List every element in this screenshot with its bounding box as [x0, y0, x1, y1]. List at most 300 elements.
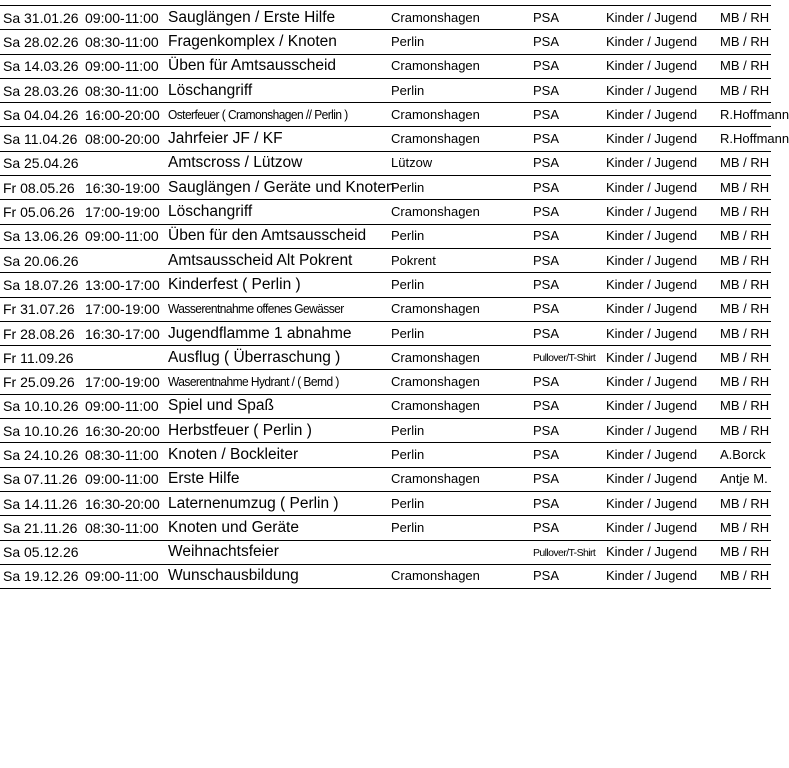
group-cell [606, 321, 720, 345]
table-row [0, 467, 771, 491]
place-cell [391, 564, 533, 588]
dress-cell-text: PSA [533, 106, 560, 122]
time-cell [85, 467, 168, 491]
leader-cell [720, 176, 771, 200]
date-cell-text: Sa 28.02.26 [3, 33, 79, 50]
table-row [0, 516, 771, 540]
place-cell [391, 273, 533, 297]
group-cell-text: Kinder / Jugend [606, 82, 698, 98]
time-cell [85, 151, 168, 175]
date-cell-text: Sa 14.03.26 [3, 58, 79, 75]
table-row [0, 273, 771, 297]
dress-cell-text: PSA [533, 179, 560, 195]
leader-cell [720, 30, 771, 54]
time-cell-text: 16:30-19:00 [85, 179, 160, 196]
title-cell-text: Weihnachtsfeier [168, 543, 279, 561]
place-cell [391, 200, 533, 224]
dress-cell [533, 516, 606, 540]
place-cell [391, 346, 533, 370]
dress-cell-text: PSA [533, 204, 560, 220]
date-cell [0, 321, 85, 345]
dress-cell [533, 224, 606, 248]
title-cell-text: Üben für Amtsausscheid [168, 57, 337, 75]
leader-cell [720, 321, 771, 345]
group-cell [606, 273, 720, 297]
table-row [0, 370, 771, 394]
leader-cell-text: MB / RH [720, 276, 770, 292]
table-row [0, 564, 771, 588]
table-row [0, 176, 771, 200]
title-cell [168, 346, 391, 370]
place-cell [391, 224, 533, 248]
place-cell-text: Cramonshagen [391, 398, 480, 414]
group-cell-text: Kinder / Jugend [606, 228, 698, 244]
place-cell [391, 297, 533, 321]
title-cell [168, 151, 391, 175]
leader-cell-text: A.Borck [720, 446, 766, 462]
title-cell [168, 54, 391, 78]
place-cell [391, 394, 533, 418]
time-cell-text: 17:00-19:00 [85, 374, 160, 391]
time-cell [85, 346, 168, 370]
title-cell [168, 6, 391, 30]
dress-cell-text: Pullover/T-Shirt [533, 352, 596, 365]
group-cell [606, 516, 720, 540]
title-cell [168, 540, 391, 564]
time-cell [85, 54, 168, 78]
leader-cell-text: MB / RH [720, 495, 770, 511]
group-cell [606, 370, 720, 394]
table-row [0, 103, 771, 127]
time-cell [85, 321, 168, 345]
time-cell [85, 103, 168, 127]
group-cell-text: Kinder / Jugend [606, 106, 698, 122]
place-cell-text: Cramonshagen [391, 106, 480, 122]
title-cell-text: Knoten und Geräte [168, 518, 299, 536]
time-cell [85, 273, 168, 297]
dress-cell [533, 394, 606, 418]
group-cell-text: Kinder / Jugend [606, 422, 698, 438]
title-cell-text: Osterfeuer ( Cramonshagen // Perlin ) [168, 106, 348, 122]
time-cell [85, 78, 168, 102]
leader-cell [720, 224, 771, 248]
leader-cell [720, 54, 771, 78]
dress-cell-text: PSA [533, 252, 560, 268]
time-cell-text: 09:00-11:00 [85, 9, 159, 26]
title-cell-text: Erste Hilfe [168, 470, 240, 488]
table-row [0, 54, 771, 78]
title-cell-text: Knoten / Bockleiter [168, 445, 299, 463]
leader-cell [720, 443, 771, 467]
date-cell-text: Fr 05.06.26 [3, 204, 75, 221]
time-cell [85, 224, 168, 248]
dress-cell [533, 151, 606, 175]
place-cell-text: Cramonshagen [391, 471, 480, 487]
dress-cell-text: PSA [533, 422, 560, 438]
group-cell-text: Kinder / Jugend [606, 519, 698, 535]
leader-cell-text: MB / RH [720, 374, 770, 390]
date-cell [0, 540, 85, 564]
dress-cell [533, 297, 606, 321]
title-cell [168, 564, 391, 588]
title-cell [168, 176, 395, 200]
group-cell [606, 564, 720, 588]
leader-cell [720, 467, 771, 491]
title-cell-text: Herbstfeuer ( Perlin ) [168, 421, 312, 439]
time-cell [85, 516, 168, 540]
date-cell [0, 419, 85, 443]
group-cell [606, 467, 720, 491]
date-cell [0, 346, 85, 370]
date-cell [0, 30, 85, 54]
table-row [0, 127, 771, 151]
date-cell-text: Sa 31.01.26 [3, 9, 79, 26]
title-cell [168, 297, 391, 321]
group-cell-text: Kinder / Jugend [606, 276, 698, 292]
group-cell-text: Kinder / Jugend [606, 374, 698, 390]
dress-cell [533, 273, 606, 297]
place-cell-text: Cramonshagen [391, 349, 480, 365]
title-cell [168, 467, 391, 491]
time-cell-text: 08:00-20:00 [85, 131, 160, 148]
place-cell [391, 491, 533, 515]
table-row [0, 297, 771, 321]
date-cell [0, 176, 85, 200]
leader-cell-text: MB / RH [720, 33, 770, 49]
date-cell-text: Fr 31.07.26 [3, 301, 75, 318]
title-cell [168, 78, 391, 102]
time-cell [85, 30, 168, 54]
dress-cell [533, 248, 606, 272]
time-cell [85, 540, 168, 564]
time-cell-text: 16:30-20:00 [85, 422, 160, 439]
time-cell-text: 09:00-11:00 [85, 471, 159, 488]
leader-cell [720, 516, 771, 540]
place-cell [391, 419, 533, 443]
leader-cell [720, 564, 771, 588]
group-cell [606, 200, 720, 224]
dress-cell [533, 103, 606, 127]
group-cell [606, 54, 720, 78]
dress-cell [533, 370, 606, 394]
dress-cell [533, 200, 606, 224]
dress-cell-text: PSA [533, 9, 560, 25]
title-cell [168, 200, 391, 224]
title-cell-text: Ausflug ( Überraschung ) [168, 348, 341, 366]
date-cell [0, 103, 85, 127]
place-cell-text: Cramonshagen [391, 58, 480, 74]
leader-cell [720, 540, 771, 564]
table-row [0, 394, 771, 418]
date-cell [0, 370, 85, 394]
leader-cell-text: MB / RH [720, 82, 770, 98]
date-cell-text: Sa 10.10.26 [3, 398, 79, 415]
time-cell [85, 491, 168, 515]
place-cell-text: Perlin [391, 276, 425, 292]
time-cell-text: 16:30-17:00 [85, 325, 160, 342]
table-row [0, 491, 771, 515]
group-cell [606, 30, 720, 54]
date-cell-text: Sa 07.11.26 [3, 471, 78, 488]
leader-cell-text: MB / RH [720, 422, 770, 438]
place-cell-text: Perlin [391, 519, 425, 535]
date-cell [0, 78, 85, 102]
place-cell [391, 467, 533, 491]
place-cell [391, 127, 533, 151]
title-cell [168, 127, 391, 151]
place-cell-text: Cramonshagen [391, 568, 480, 584]
leader-cell-text: MB / RH [720, 301, 770, 317]
place-cell-text: Cramonshagen [391, 374, 480, 390]
date-cell-text: Sa 11.04.26 [3, 131, 78, 148]
date-cell [0, 151, 85, 175]
group-cell [606, 224, 720, 248]
table-row [0, 30, 771, 54]
dress-cell-text: Pullover/T-Shirt [533, 546, 596, 559]
place-cell [391, 151, 533, 175]
place-cell-text: Cramonshagen [391, 131, 480, 147]
dress-cell-text: PSA [533, 519, 560, 535]
place-cell-text: Perlin [391, 228, 425, 244]
dress-cell [533, 491, 606, 515]
dress-cell [533, 540, 606, 564]
leader-cell-text: MB / RH [720, 325, 770, 341]
group-cell-text: Kinder / Jugend [606, 495, 698, 511]
title-cell [168, 224, 391, 248]
place-cell [391, 540, 533, 564]
title-cell [168, 103, 391, 127]
group-cell-text: Kinder / Jugend [606, 33, 698, 49]
place-cell-text: Perlin [391, 179, 425, 195]
dress-cell [533, 127, 606, 151]
time-cell-text: 16:30-20:00 [85, 495, 160, 512]
leader-cell [720, 103, 789, 127]
leader-cell-text: MB / RH [720, 228, 770, 244]
time-cell [85, 6, 168, 30]
date-cell-text: Sa 25.04.26 [3, 155, 79, 172]
dress-cell [533, 54, 606, 78]
group-cell [606, 394, 720, 418]
time-cell-text: 08:30-11:00 [85, 446, 159, 463]
title-cell-text: Sauglängen / Geräte und Knoten [168, 178, 395, 196]
group-cell-text: Kinder / Jugend [606, 544, 698, 560]
leader-cell-text: MB / RH [720, 349, 770, 365]
date-cell [0, 516, 85, 540]
group-cell-text: Kinder / Jugend [606, 155, 698, 171]
dress-cell [533, 321, 606, 345]
group-cell-text: Kinder / Jugend [606, 446, 698, 462]
group-cell [606, 248, 720, 272]
group-cell [606, 346, 720, 370]
time-cell [85, 176, 168, 200]
leader-cell-text: MB / RH [720, 519, 770, 535]
dress-cell [533, 78, 606, 102]
leader-cell [720, 127, 789, 151]
date-cell-text: Sa 19.12.26 [3, 568, 79, 585]
table-row [0, 248, 771, 272]
title-cell-text: Amtsausscheid Alt Pokrent [168, 251, 353, 269]
date-cell-text: Sa 20.06.26 [3, 252, 79, 269]
place-cell-text: Perlin [391, 33, 425, 49]
date-cell [0, 467, 85, 491]
leader-cell-text: MB / RH [720, 252, 770, 268]
dress-cell [533, 346, 606, 370]
group-cell [606, 151, 720, 175]
time-cell-text: 13:00-17:00 [85, 276, 160, 293]
title-cell [168, 248, 391, 272]
leader-cell [720, 273, 771, 297]
date-cell-text: Sa 24.10.26 [3, 446, 79, 463]
dress-cell-text: PSA [533, 568, 560, 584]
dress-cell-text: PSA [533, 228, 560, 244]
date-cell [0, 443, 85, 467]
place-cell-text: Cramonshagen [391, 9, 480, 25]
date-cell [0, 224, 85, 248]
time-cell [85, 564, 168, 588]
group-cell-text: Kinder / Jugend [606, 471, 698, 487]
table-row [0, 321, 771, 345]
dress-cell-text: PSA [533, 131, 560, 147]
place-cell-text: Cramonshagen [391, 301, 480, 317]
leader-cell [720, 394, 771, 418]
group-cell-text: Kinder / Jugend [606, 58, 698, 74]
title-cell [168, 273, 391, 297]
group-cell-text: Kinder / Jugend [606, 349, 698, 365]
table-row [0, 419, 771, 443]
dress-cell-text: PSA [533, 471, 560, 487]
leader-cell [720, 346, 771, 370]
title-cell-text: Spiel und Spaß [168, 397, 274, 415]
dress-cell [533, 467, 606, 491]
leader-cell-text: MB / RH [720, 568, 770, 584]
title-cell-text: Kinderfest ( Perlin ) [168, 275, 301, 293]
title-cell [168, 370, 391, 394]
place-cell [391, 6, 533, 30]
date-cell [0, 6, 85, 30]
group-cell-text: Kinder / Jugend [606, 301, 698, 317]
title-cell [168, 394, 391, 418]
time-cell-text: 09:00-11:00 [85, 58, 159, 75]
time-cell [85, 419, 168, 443]
title-cell-text: Amtscross / Lützow [168, 154, 303, 172]
place-cell-text: Perlin [391, 82, 425, 98]
group-cell [606, 491, 720, 515]
leader-cell [720, 200, 771, 224]
time-cell-text: 08:30-11:00 [85, 82, 159, 99]
table-row [0, 224, 771, 248]
group-cell [606, 297, 720, 321]
title-cell-text: Waserentnahme Hydrant / ( Bernd ) [168, 374, 339, 390]
title-cell-text: Sauglängen / Erste Hilfe [168, 8, 336, 26]
table-row [0, 443, 771, 467]
place-cell-text: Perlin [391, 495, 425, 511]
table-row [0, 78, 771, 102]
time-cell-text: 09:00-11:00 [85, 398, 159, 415]
leader-cell-text: MB / RH [720, 155, 770, 171]
dress-cell [533, 6, 606, 30]
schedule-table [0, 5, 789, 589]
leader-cell-text: MB / RH [720, 58, 770, 74]
place-cell [391, 443, 533, 467]
date-cell-text: Fr 08.05.26 [3, 179, 75, 196]
title-cell-text: Wasserentnahme offenes Gewässer [168, 301, 344, 317]
time-cell [85, 200, 168, 224]
title-cell-text: Jahrfeier JF / KF [168, 130, 283, 148]
date-cell [0, 200, 85, 224]
date-cell-text: Sa 05.12.26 [3, 544, 79, 561]
time-cell [85, 370, 168, 394]
place-cell [391, 248, 533, 272]
group-cell [606, 419, 720, 443]
leader-cell-text: R.Hoffmann [720, 131, 789, 147]
group-cell [606, 176, 720, 200]
date-cell [0, 127, 85, 151]
dress-cell [533, 443, 606, 467]
date-cell-text: Sa 28.03.26 [3, 82, 79, 99]
leader-cell [720, 151, 771, 175]
date-cell [0, 297, 85, 321]
time-cell [85, 248, 168, 272]
date-cell [0, 54, 85, 78]
leader-cell [720, 491, 771, 515]
leader-cell-text: R.Hoffmann [720, 106, 789, 122]
place-cell-text: Perlin [391, 422, 425, 438]
group-cell [606, 6, 720, 30]
date-cell [0, 273, 85, 297]
leader-cell [720, 78, 771, 102]
date-cell-text: Sa 21.11.26 [3, 519, 78, 536]
date-cell [0, 491, 85, 515]
dress-cell-text: PSA [533, 58, 560, 74]
table-row [0, 200, 771, 224]
leader-cell-text: Antje M. [720, 471, 768, 487]
title-cell-text: Fragenkomplex / Knoten [168, 32, 337, 50]
place-cell-text: Perlin [391, 446, 425, 462]
title-cell [168, 491, 391, 515]
title-cell-text: Wunschausbildung [168, 567, 299, 585]
title-cell [168, 30, 391, 54]
place-cell [391, 516, 533, 540]
date-cell [0, 248, 85, 272]
group-cell [606, 443, 720, 467]
group-cell-text: Kinder / Jugend [606, 252, 698, 268]
group-cell-text: Kinder / Jugend [606, 9, 698, 25]
leader-cell [720, 370, 771, 394]
place-cell-text: Perlin [391, 325, 425, 341]
dress-cell-text: PSA [533, 446, 560, 462]
leader-cell [720, 419, 771, 443]
group-cell-text: Kinder / Jugend [606, 131, 698, 147]
group-cell [606, 103, 720, 127]
group-cell-text: Kinder / Jugend [606, 204, 698, 220]
title-cell [168, 443, 391, 467]
table-row [0, 6, 771, 30]
dress-cell-text: PSA [533, 398, 560, 414]
dress-cell-text: PSA [533, 374, 560, 390]
dress-cell-text: PSA [533, 33, 560, 49]
group-cell [606, 127, 720, 151]
place-cell [391, 54, 533, 78]
table-row [0, 151, 771, 175]
group-cell-text: Kinder / Jugend [606, 398, 698, 414]
place-cell-text: Lützow [391, 155, 433, 171]
title-cell-text: Üben für den Amtsausscheid [168, 227, 367, 245]
date-cell-text: Sa 10.10.26 [3, 422, 79, 439]
date-cell-text: Sa 14.11.26 [3, 495, 78, 512]
title-cell-text: Löschangriff [168, 203, 253, 221]
leader-cell-text: MB / RH [720, 544, 770, 560]
table-row [0, 346, 771, 370]
